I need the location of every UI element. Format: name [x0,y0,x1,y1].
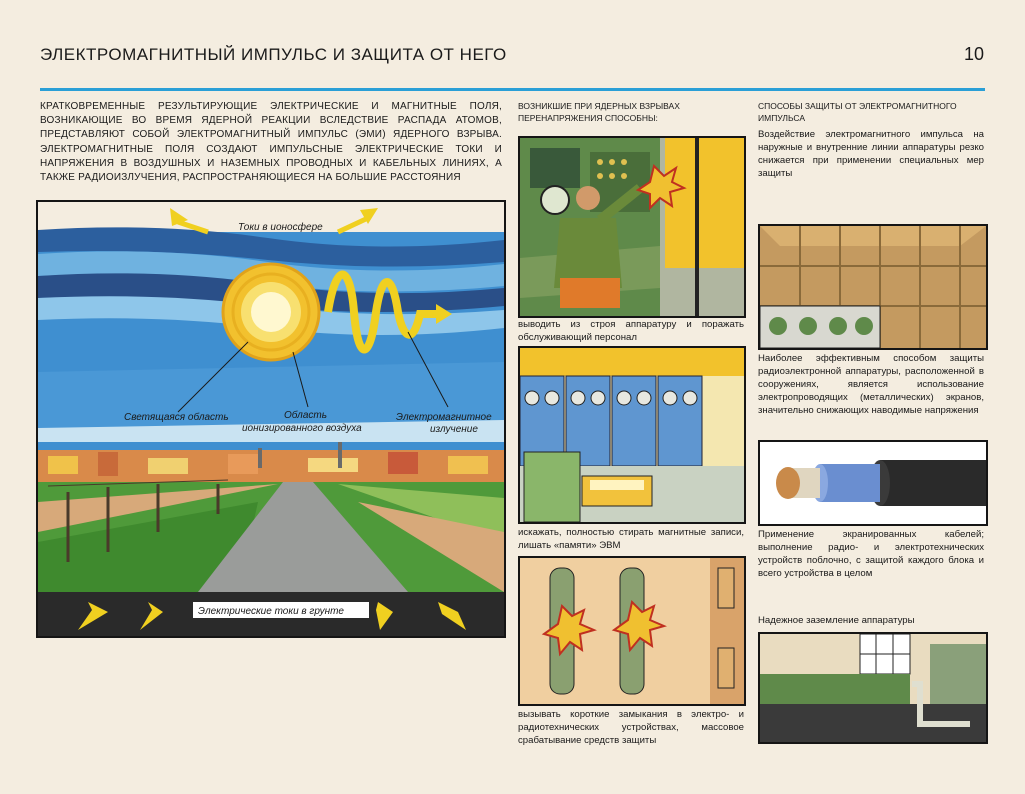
label-ionosphere: Токи в ионосфере [238,222,323,233]
shielded-room-illustration [758,224,988,350]
header-divider [40,88,985,91]
cable-outer-jacket [880,460,986,506]
fireball-icon [223,264,319,360]
cable-shield [820,464,880,502]
caption-damage-equipment: выводить из строя аппаратуру и поражать обслуживающий персонал [518,319,744,343]
emp-main-diagram [36,200,506,638]
control-room-illustration [518,136,746,318]
intro-paragraph: КРАТКОВРЕМЕННЫЕ РЕЗУЛЬТИРУЮЩИЕ ЭЛЕКТРИЧЕСКИЕ И МАГНИТНЫЕ ПОЛЯ, ВОЗНИКАЮЩИЕ ВО ВРЕМЯ ЯДЕРНОЙ РЕАКЦИИ ВСЛЕДСТВИЕ РАСПАДА АТОМОВ, ПРЕДСТАВЛЯЮТ СОБОЙ ЭЛЕКТРОМАГНИТНЫЙ ИМПУЛЬС (ЭМИ) ЯДЕРНОГО ВЗРЫВА. ЭЛЕКТРОМАГНИТНЫЕ ПОЛЯ СОЗДАЮТ ИМПУЛЬСНЫЕ ЭЛЕКТРИЧЕСКИЕ ТОКИ И НАПРЯЖЕНИЯ В ВОЗДУШНЫХ И НАЗЕМНЫХ ПРОВОДНЫХ И КАБЕЛЬНЫХ ЛИНИЯХ, А ТАКЖЕ РАДИОИЗЛУЧЕНИЯ, РАСПРОСТРАНЯЮЩИЕСЯ НА БОЛЬШИЕ РАССТОЯНИЯ [40,101,502,184]
caption-short-circuits: вызывать короткие замыкания в электро- и радиотехнических устройствах, массовое срабатывание средств защиты [518,709,744,746]
cable-core [776,467,800,499]
computer-room-illustration [518,346,746,524]
label-em-2: излучение [430,424,478,435]
right-column-intro: Воздействие электромагнитного импульса на наружные и внутренние линии аппаратуры резко снижается при применении специальных мер защиты [758,129,984,179]
caption-metal-screens: Наиболее эффективным способом защиты радиоэлектронной аппаратуры, расположенной в сооружениях, является использование электропроводящих (металлических) экранов, значительно снижающих наводимые напряжения [758,353,984,416]
label-em-1: Электромагнитное [396,412,492,423]
caption-erase-memory: искажать, полностью стирать магнитные записи, лишать «памяти» ЭВМ [518,527,744,551]
page-number: 10 [964,44,985,64]
label-glowing-area: Светящаяся область [124,412,229,423]
short-circuit-illustration [518,556,746,706]
grounding-illustration [758,632,988,744]
caption-shielded-cables: Применение экранированных кабелей; выполнение радио- и электротехнических устройств поблочно, с защитой каждого блока и всего устройства в целом [758,529,984,579]
page-title: ЭЛЕКТРОМАГНИТНЫЙ ИМПУЛЬС И ЗАЩИТА ОТ НЕГО [40,45,507,64]
label-ground-currents: Электрические токи в грунте [198,606,344,617]
right-column-heading: СПОСОБЫ ЗАЩИТЫ ОТ ЭЛЕКТРОМАГНИТНОГО ИМПУЛЬСА [758,101,957,123]
middle-column-heading: ВОЗНИКШИЕ ПРИ ЯДЕРНЫХ ВЗРЫВАХ ПЕРЕНАПРЯЖЕНИЯ СПОСОБНЫ: [518,101,680,123]
shielded-cable-illustration [758,440,988,526]
label-ionized-1: Область [284,410,327,421]
label-ionized-2: ионизированного воздуха [242,423,362,434]
caption-grounding: Надежное заземление аппаратуры [758,615,915,626]
